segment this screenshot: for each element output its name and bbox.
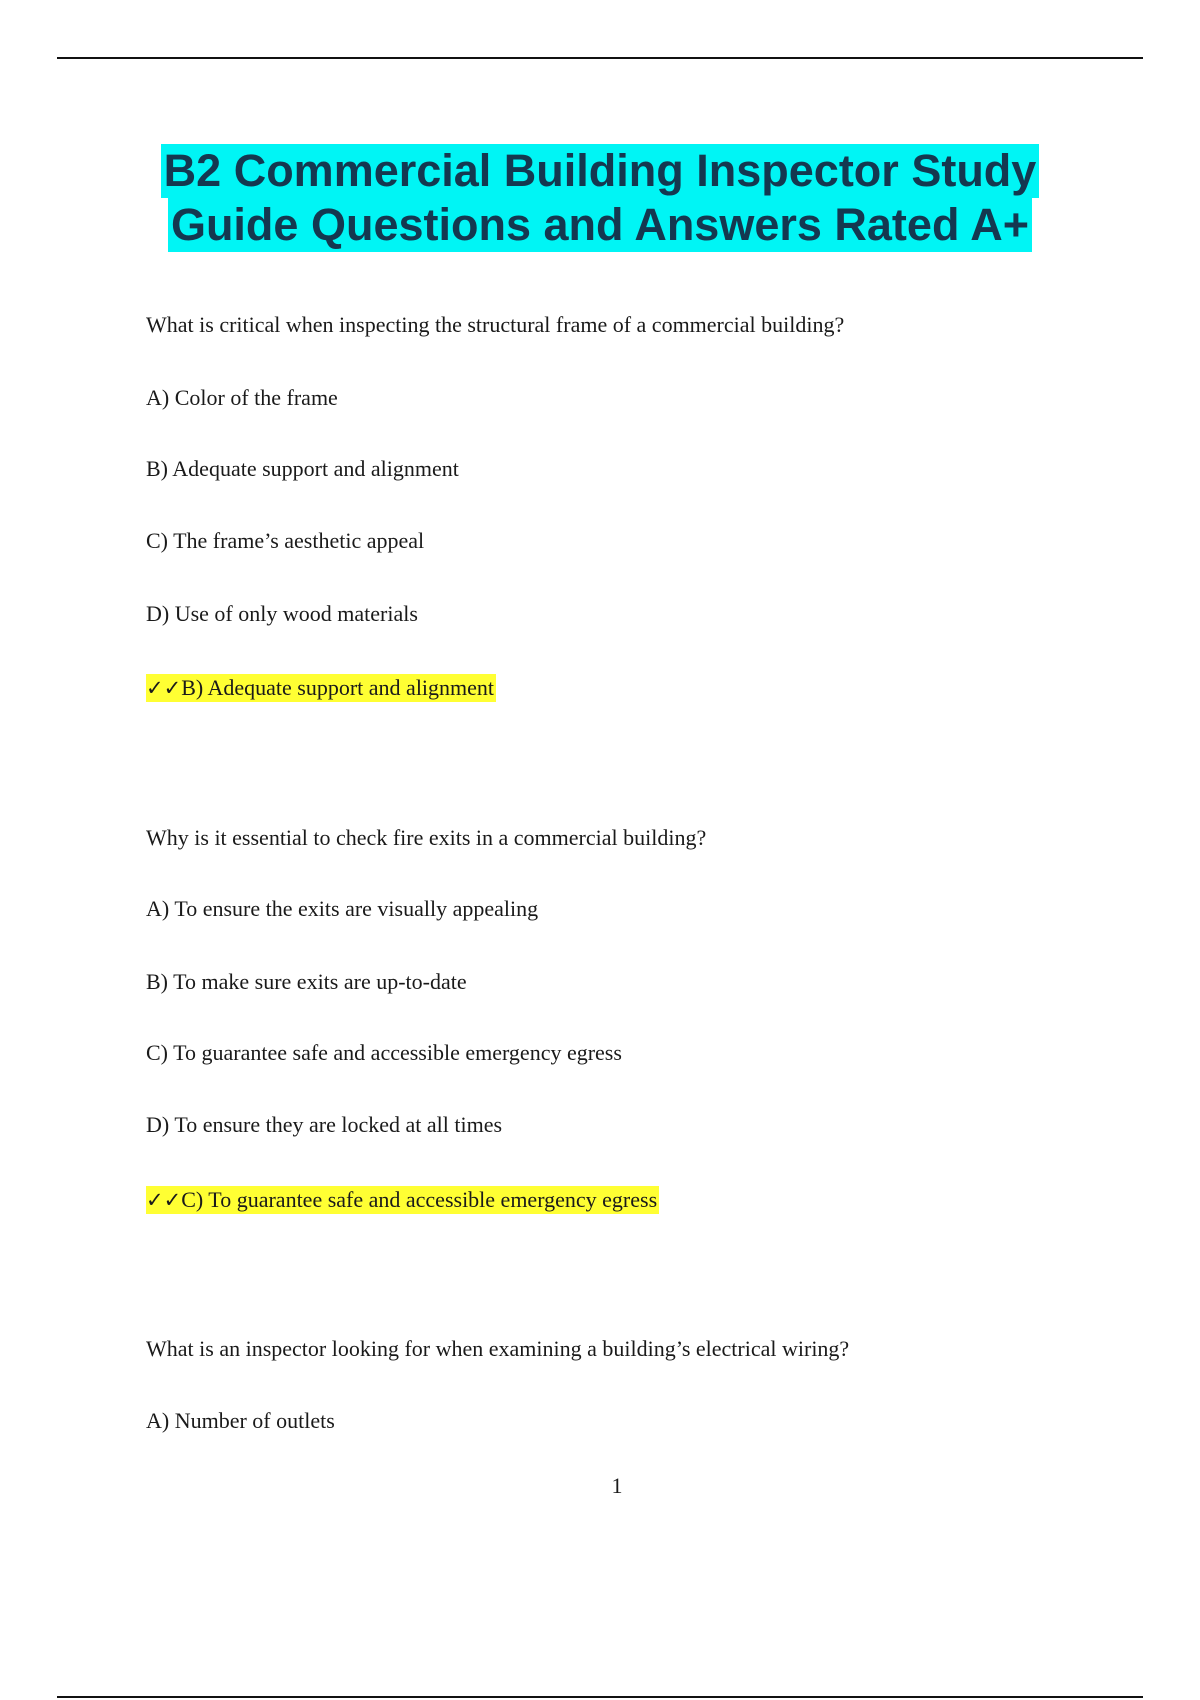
question-1-option-b: B) Adequate support and alignment (146, 456, 459, 481)
question-1-answer (146, 674, 496, 702)
question-1-text: What is critical when inspecting the structural frame of a commercial building? (146, 312, 845, 337)
question-2-answer-text: C) To guarantee safe and accessible emergency egress (181, 1187, 658, 1212)
document-title (0, 144, 1200, 252)
top-rule (57, 57, 1143, 59)
page-number: 1 (611, 1473, 623, 1498)
question-1-answer-text: B) Adequate support and alignment (181, 675, 495, 700)
double-check-icon: ✓✓ (146, 1188, 182, 1212)
question-2-option-c: C) To guarantee safe and accessible emergency egress (146, 1040, 622, 1065)
question-1-option-c: C) The frame’s aesthetic appeal (146, 528, 425, 553)
question-2-option-d: D) To ensure they are locked at all times (146, 1112, 503, 1137)
question-3-text: What is an inspector looking for when examining a building’s electrical wiring? (146, 1336, 850, 1361)
question-2-answer (146, 1186, 659, 1214)
question-1-option-a: A) Color of the frame (146, 385, 338, 410)
double-check-icon: ✓✓ (146, 676, 182, 700)
bottom-rule (57, 1696, 1143, 1698)
title-line-2: Guide Questions and Answers Rated A+ (168, 198, 1032, 252)
question-2-option-b: B) To make sure exits are up-to-date (146, 969, 467, 994)
question-2-text: Why is it essential to check fire exits in a commercial building? (146, 825, 707, 850)
question-3-option-a: A) Number of outlets (146, 1408, 335, 1433)
question-2-option-a: A) To ensure the exits are visually appealing (146, 896, 539, 921)
title-line-1: B2 Commercial Building Inspector Study (161, 144, 1040, 198)
question-1-option-d: D) Use of only wood materials (146, 601, 418, 626)
